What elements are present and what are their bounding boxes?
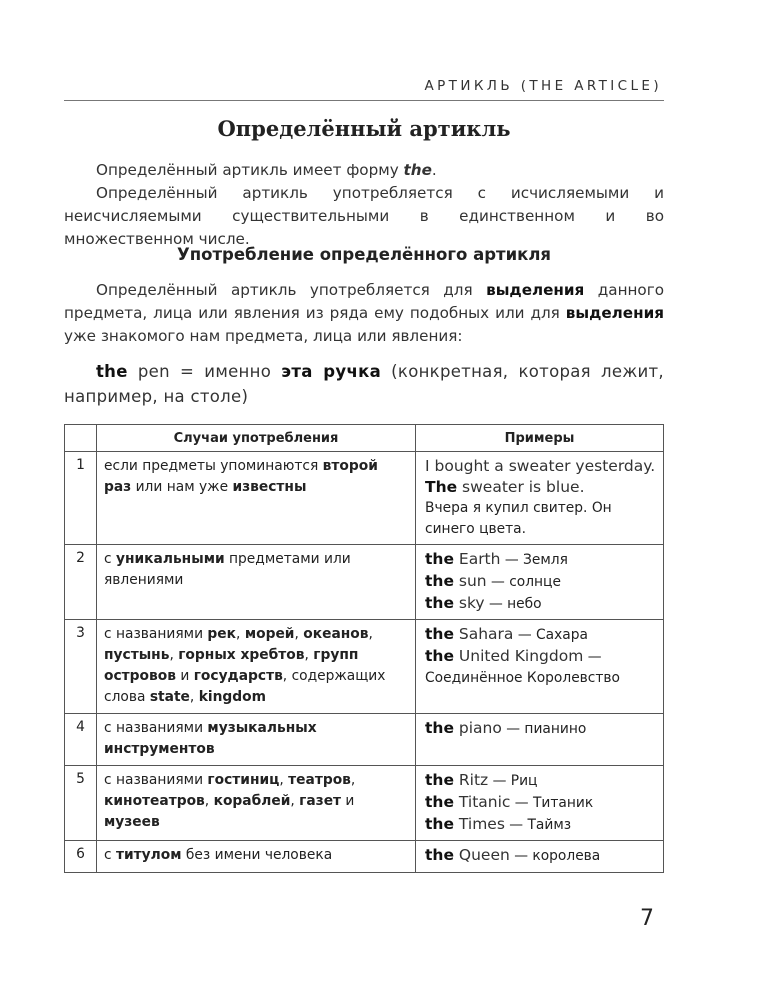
usage-examples: [416, 545, 664, 620]
table-row: [65, 620, 664, 714]
example-item: the piano — пианино: [425, 719, 587, 737]
example-item: the Ritz — Риц: [425, 771, 538, 789]
example-en-1: I bought a sweater yesterday.: [425, 457, 656, 475]
usage-case: с названиями гостиниц, театров, кинотеатров, кораблей, газет и музеев: [97, 766, 416, 841]
usage-table: [64, 424, 664, 873]
row-number: 1: [65, 452, 97, 545]
usage-examples: [416, 714, 664, 766]
table-row: [65, 766, 664, 841]
row-number: 4: [65, 714, 97, 766]
header-cases: Случаи употребления: [97, 425, 416, 452]
header-examples: Примеры: [416, 425, 664, 452]
usage-examples: [416, 620, 664, 714]
row-number: 2: [65, 545, 97, 620]
pen-example: the pen = именно эта ручка (конкретная, которая лежит, например, на столе): [64, 362, 664, 406]
section-title: Определённый артикль: [217, 116, 511, 141]
example-translation: Вчера я купил свитер. Он синего цвета.: [425, 500, 612, 537]
running-header: АРТИКЛЬ (THE ARTICLE): [424, 78, 662, 94]
subsection-title: Употребление определённого артикля: [176, 245, 552, 264]
usage-case: с уникальными предметами или явлениями: [97, 545, 416, 620]
usage-case: с названиями рек, морей, океанов, пустынь, горных хребтов, групп островов и государств, содержащих слова state, kingdom: [97, 620, 416, 714]
usage-paragraph: Определённый артикль употребляется для выделения данного предмета, лица или явления из ряда ему подобных или для выделения уже знакомого нам предмета, лица или явления:: [64, 281, 664, 345]
example-item: the Times — Таймз: [425, 815, 572, 833]
intro-line-form: Определённый артикль имеет форму the.: [96, 161, 437, 179]
usage-case: с названиями музыкальных инструментов: [97, 714, 416, 766]
example-item: the Titanic — Титаник: [425, 793, 594, 811]
table-row: [65, 452, 664, 545]
row-number: 6: [65, 841, 97, 873]
intro-line-usage: Определённый артикль употребляется с исчисляемыми и неисчисляемыми существительными в единственном и во множественном числе.: [64, 184, 664, 248]
row-number: 3: [65, 620, 97, 714]
example-item: the United Kingdom — Соединённое Королевство: [425, 647, 621, 686]
usage-examples: [416, 452, 664, 545]
table-row: [65, 841, 664, 873]
intro-paragraph: [64, 159, 664, 251]
example-item: the sky — небо: [425, 594, 542, 612]
row-number: 5: [65, 766, 97, 841]
usage-case: с титулом без имени человека: [97, 841, 416, 873]
usage-examples: [416, 766, 664, 841]
article-form: the: [403, 161, 432, 179]
table-header-row: [65, 425, 664, 452]
example-en-2: The sweater is blue.: [425, 478, 585, 496]
header-num: [65, 425, 97, 452]
page-number: 7: [640, 906, 654, 931]
example-item: the Sahara — Сахара: [425, 625, 588, 643]
example-item: the Queen — королева: [425, 846, 601, 864]
usage-case: если предметы упоминаются второй раз или нам уже известны: [97, 452, 416, 545]
table-row: [65, 545, 664, 620]
example-item: the sun — солнце: [425, 572, 561, 590]
usage-examples: [416, 841, 664, 873]
example-item: the Earth — Земля: [425, 550, 568, 568]
table-row: [65, 714, 664, 766]
header-divider: [64, 100, 664, 101]
